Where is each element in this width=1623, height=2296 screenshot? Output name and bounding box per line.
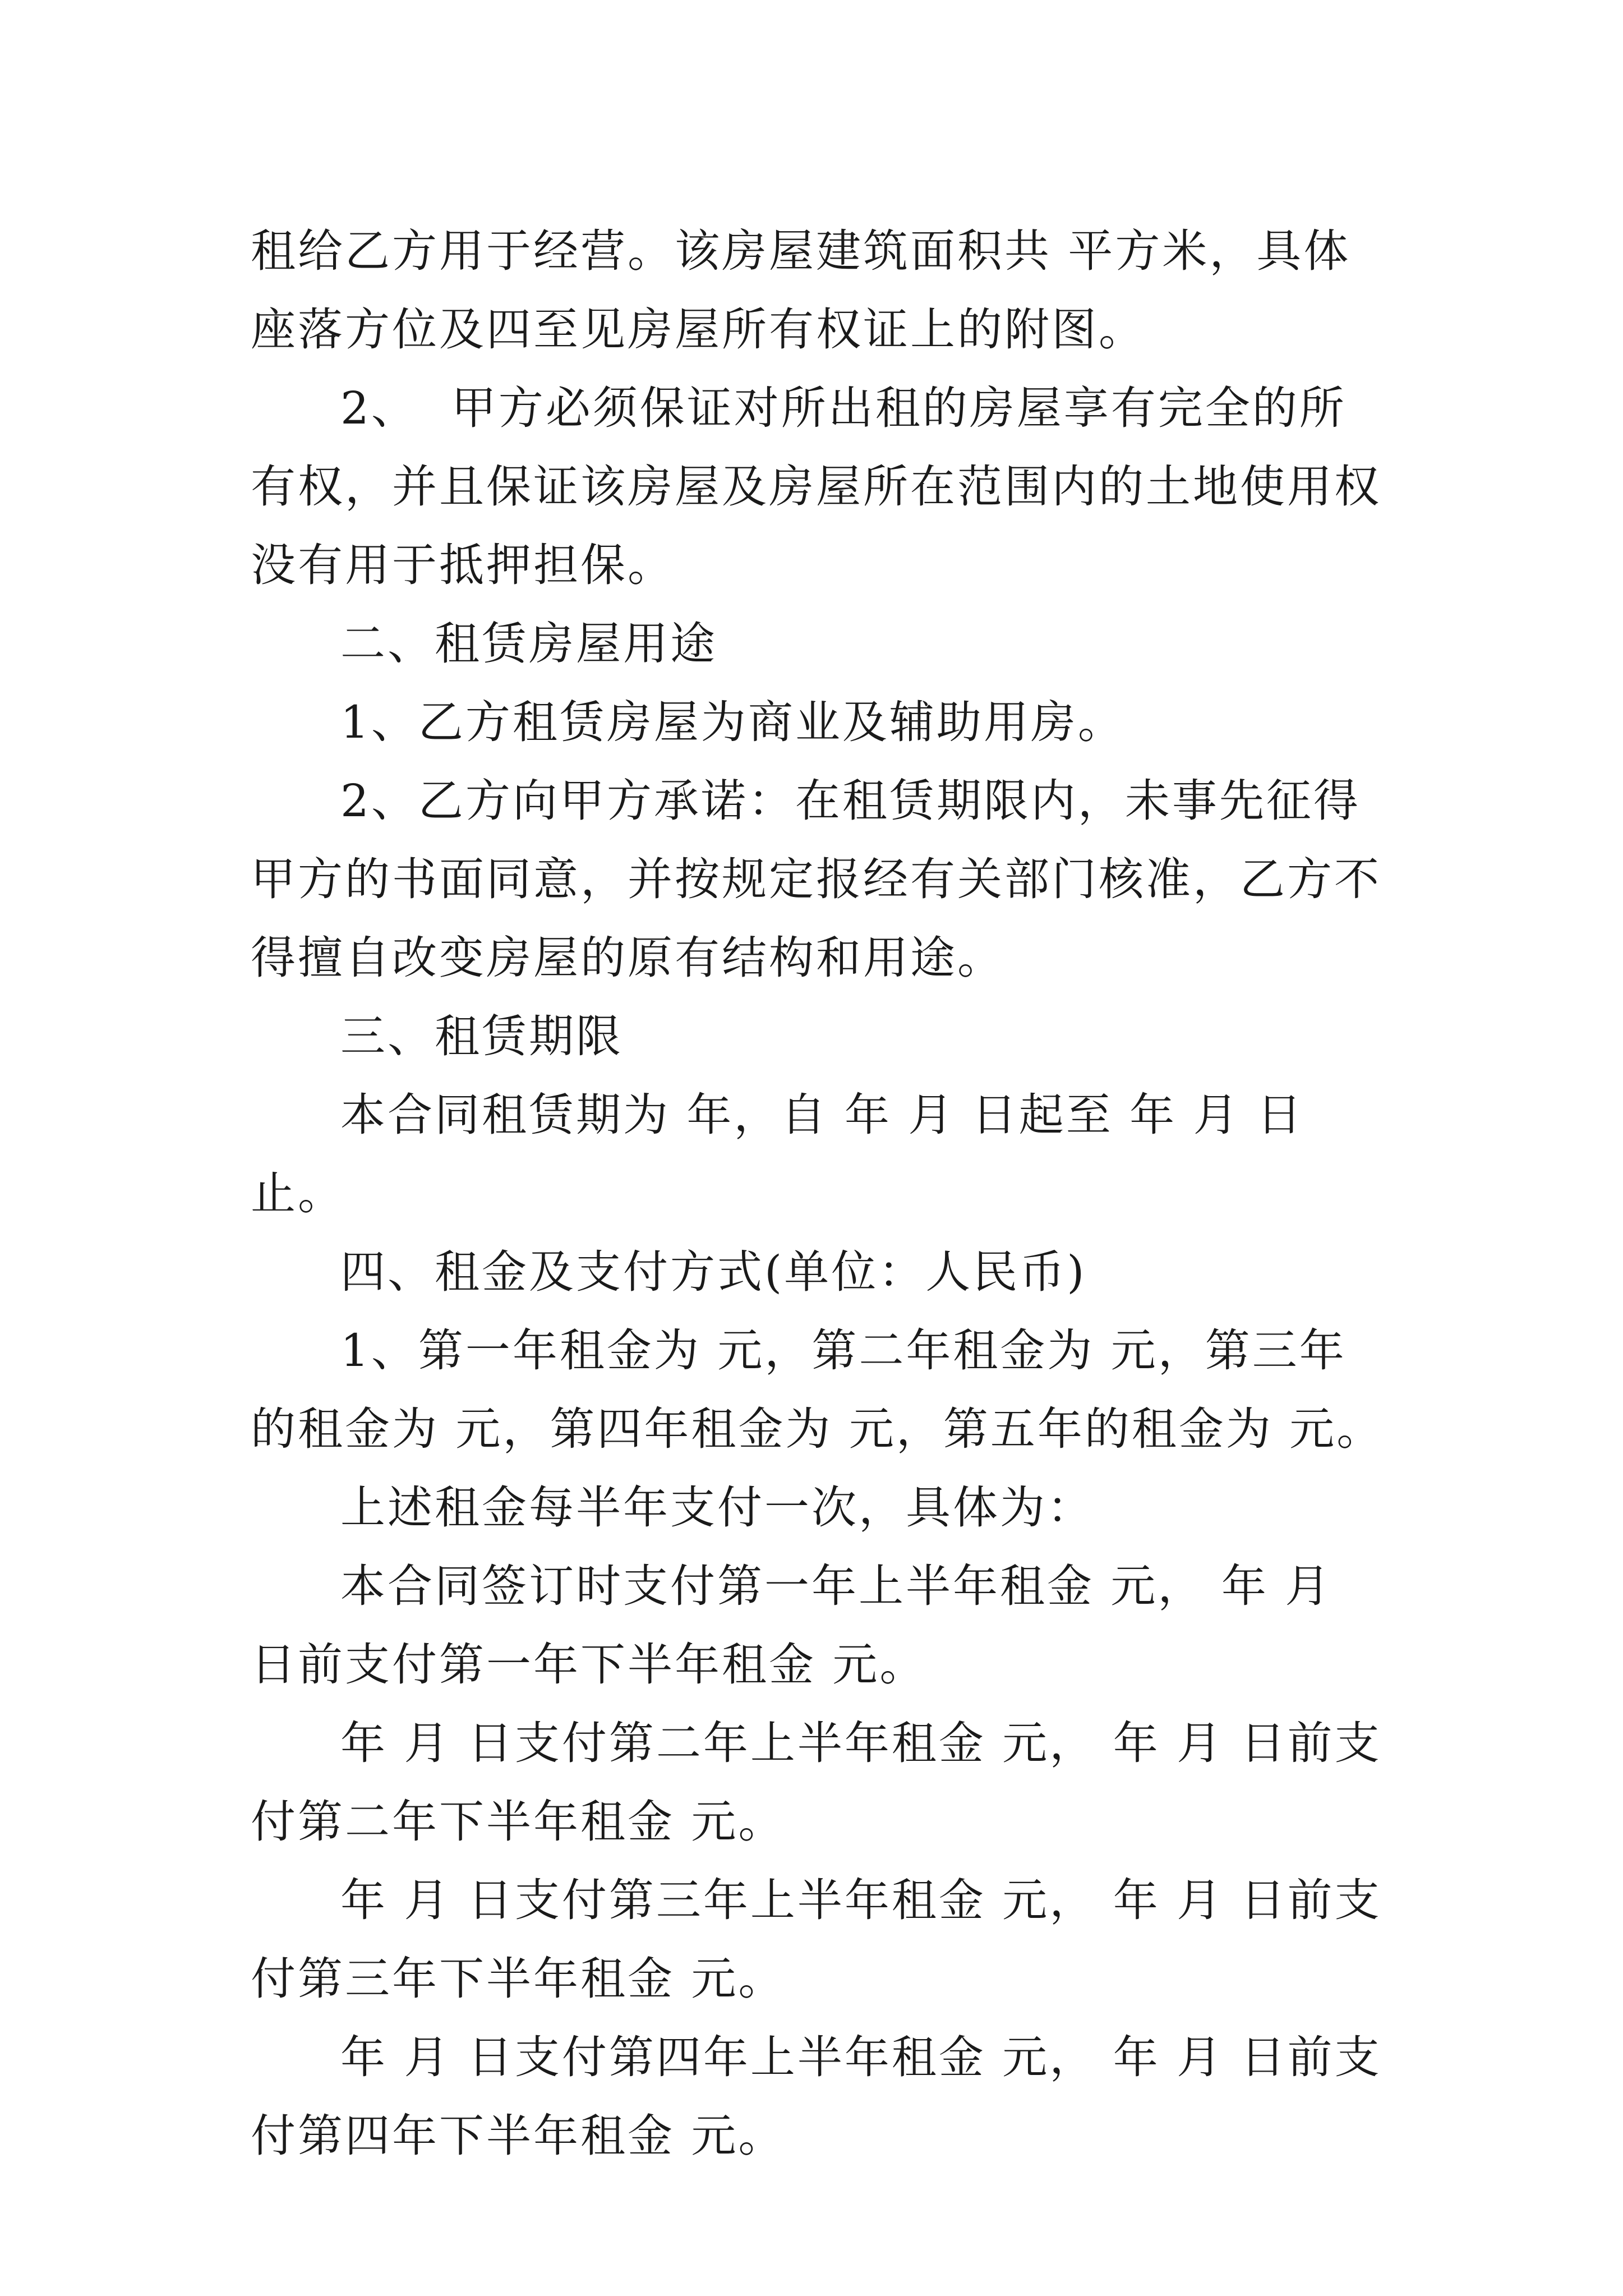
section-heading-2: 二、租赁房屋用途 xyxy=(340,618,717,670)
paragraph-4: 1、乙方租赁房屋为商业及辅助用房。 xyxy=(340,696,1125,748)
paragraph-10: 上述租金每半年支付一次，具体为： xyxy=(340,1481,1094,1534)
paragraph-11: 本合同签订时支付第一年上半年租金 元， 年 月 日前支付第一年下半年租金 元。 xyxy=(251,1560,1349,1691)
paragraph-14: 年 月 日支付第四年上半年租金 元， 年 月 日前支付第四年下半年租金 元。 xyxy=(251,2031,1382,2162)
paragraph-5: 2、乙方向甲方承诺：在租赁期限内，未事先征得甲方的书面同意，并按规定报经有关部门核准，乙方不得擅自改变房屋的原有结构和用途。 xyxy=(251,775,1381,984)
paragraph-1: 租给乙方用于经营。该房屋建筑面积共 平方米，具体座落方位及四至见房屋所有权证上的附图。 xyxy=(251,225,1351,356)
paragraph-13: 年 月 日支付第三年上半年租金 元， 年 月 日前支付第三年下半年租金 元。 xyxy=(251,1874,1382,2005)
paragraph-7: 本合同租赁期为 年，自 年 月 日起至 年 月 日止。 xyxy=(251,1089,1304,1220)
section-heading-3: 三、租赁期限 xyxy=(340,1010,623,1062)
section-heading-4: 四、租金及支付方式(单位：人民币) xyxy=(340,1246,1087,1298)
paragraph-12: 年 月 日支付第二年上半年租金 元， 年 月 日前支付第二年下半年租金 元。 xyxy=(251,1717,1382,1848)
document-body xyxy=(251,212,1389,2175)
paragraph-9: 1、第一年租金为 元，第二年租金为 元，第三年的租金为 元，第四年租金为 元，第五年的租金为 元。 xyxy=(251,1324,1384,1455)
paragraph-2: 2、 甲方必须保证对所出租的房屋享有完全的所有权，并且保证该房屋及房屋所在范围内的土地使用权没有用于抵押担保。 xyxy=(251,382,1381,591)
